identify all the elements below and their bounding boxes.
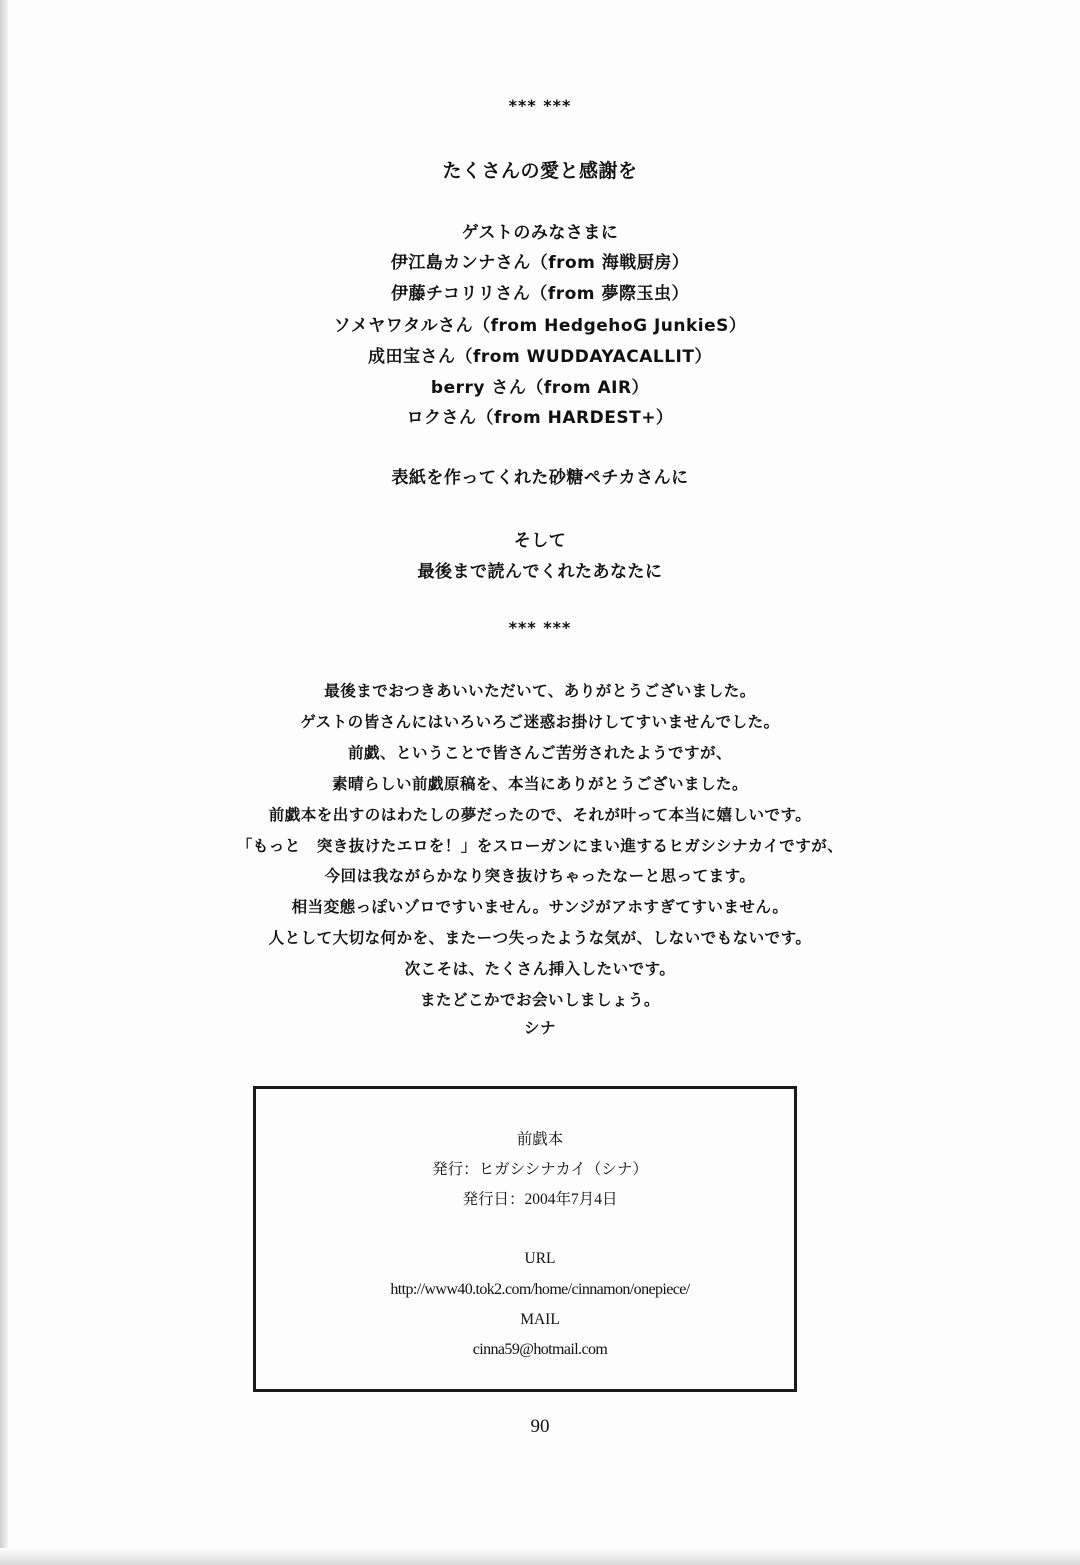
- separator-middle: *** ***: [508, 618, 572, 637]
- cover-thanks: 表紙を作ってくれた砂糖ペチカさんに: [391, 468, 689, 488]
- colophon-mail-label: MAIL: [520, 1311, 560, 1328]
- colophon-publisher: 発行：ヒガシシナカイ（シナ）: [432, 1161, 648, 1178]
- guest-credit: 伊江島カンナさん（from 海戦厨房）: [390, 253, 690, 273]
- message-line: 次こそは、たくさん挿入したいです。: [404, 960, 676, 978]
- colophon-url-label: URL: [524, 1250, 556, 1267]
- message-line: 前戯、ということで皆さんご苦労されたようですが、: [347, 744, 732, 762]
- message-line: ゲストの皆さんにはいろいろご迷惑お掛けしてすいませんでした。: [300, 713, 780, 731]
- guest-credit: 伊藤チコリリさん（from 夢際玉虫）: [391, 284, 689, 304]
- reader-thanks: 最後まで読んでくれたあなたに: [417, 562, 663, 582]
- colophon-title: 前戯本: [516, 1131, 564, 1148]
- colophon-url: http://www40.tok2.com/home/cinnamon/onepiece/: [390, 1281, 690, 1298]
- guest-intro: ゲストのみなさまに: [461, 223, 619, 243]
- scan-bottom-edge: [0, 1548, 1080, 1565]
- and-text: そして: [513, 531, 567, 551]
- page-number: 90: [530, 1416, 550, 1437]
- message-line: 相当変態っぽいゾロですいません。サンジがアホすぎてすいません。: [291, 898, 789, 916]
- guest-credit: 成田宝さん（from WUDDAYACALLIT）: [368, 347, 712, 367]
- message-line: 今回は我ながらかなり突き抜けちゃったなーと思ってます。: [324, 867, 756, 885]
- colophon-date: 発行日：2004年7月4日: [462, 1191, 618, 1208]
- message-line: 素晴らしい前戯原稿を、本当にありがとうございました。: [331, 775, 748, 793]
- guest-credit: berry さん（from AIR）: [430, 378, 650, 398]
- message-line: 前戯本を出すのはわたしの夢だったので、それが叶って本当に嬉しいです。: [268, 806, 812, 824]
- message-line: 最後までおつきあいいただいて、ありがとうございました。: [324, 682, 756, 700]
- signature: シナ: [523, 1019, 556, 1037]
- message-line: 人として大切な何かを、またーつ失ったような気が、しないでもないです。: [268, 929, 812, 947]
- message-line: またどこかでお会いしましょう。: [419, 991, 660, 1009]
- separator-top: *** ***: [508, 96, 572, 115]
- guest-credit: ロクさん（from HARDEST+）: [406, 408, 674, 428]
- thanks-heading: たくさんの愛と感謝を: [442, 160, 638, 182]
- message-line: 「もっと 突き抜けたエロを！」をスローガンにまい進するヒガシシナカイですが、: [236, 837, 844, 855]
- guest-credit: ソメヤワタルさん（from HedgehoG JunkieS）: [333, 316, 747, 336]
- colophon-mail: cinna59@hotmail.com: [472, 1341, 608, 1358]
